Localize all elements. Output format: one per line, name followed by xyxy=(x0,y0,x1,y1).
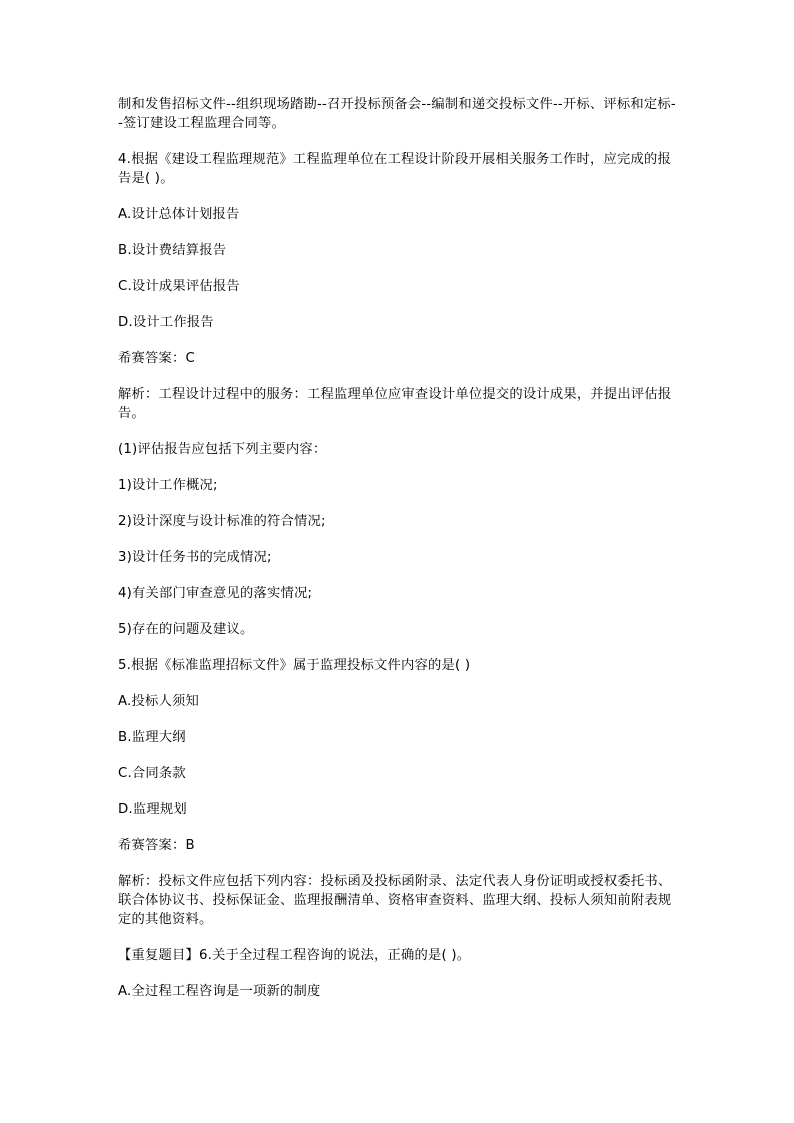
intro-continuation-text: 制和发售招标文件--组织现场踏勘--召开投标预备会--编制和递交投标文件--开标、评标和定标--签订建设工程监理合同等。 xyxy=(118,97,676,131)
report-item-2: 2)设计深度与设计标准的符合情况; xyxy=(118,514,326,529)
question-4-option-a: A.设计总体计划报告 xyxy=(118,207,240,222)
question-5-option-a: A.投标人须知 xyxy=(118,694,199,709)
question-4-option-d: D.设计工作报告 xyxy=(118,315,214,330)
question-4-explanation: 解析：工程设计过程中的服务：工程监理单位应审查设计单位提交的设计成果，并提出评估报告。 xyxy=(118,387,672,421)
question-4-stem: 4.根据《建设工程监理规范》工程监理单位在工程设计阶段开展相关服务工作时，应完成的报告是( )。 xyxy=(118,152,671,186)
report-item-4: 4)有关部门审查意见的落实情况; xyxy=(118,586,313,601)
question-6-option-a: A.全过程工程咨询是一项新的制度 xyxy=(118,984,321,999)
question-5-option-c: C.合同条款 xyxy=(118,766,186,781)
question-6-stem: 【重复题目】6.关于全过程工程咨询的说法，正确的是( )。 xyxy=(118,948,471,963)
question-5-option-b: B.监理大纲 xyxy=(118,730,186,745)
question-5-answer: 希赛答案：B xyxy=(118,838,195,853)
report-item-1: 1)设计工作概况; xyxy=(118,478,218,493)
question-4-answer: 希赛答案：C xyxy=(118,351,195,366)
question-5-stem: 5.根据《标准监理招标文件》属于监理投标文件内容的是( ) xyxy=(118,658,471,673)
report-item-3: 3)设计任务书的完成情况; xyxy=(118,550,272,565)
question-4-option-c: C.设计成果评估报告 xyxy=(118,279,240,294)
question-5-option-d: D.监理规划 xyxy=(118,802,187,817)
document-page xyxy=(118,95,678,1018)
report-item-5: 5)存在的问题及建议。 xyxy=(118,622,254,637)
report-contents-heading: (1)评估报告应包括下列主要内容： xyxy=(118,442,327,457)
question-5-explanation: 解析：投标文件应包括下列内容：投标函及投标函附录、法定代表人身份证明或授权委托书、联合体协议书、投标保证金、监理报酬清单、资格审查资料、监理大纲、投标人须知前附表规定的其他资料。 xyxy=(118,874,672,927)
question-4-option-b: B.设计费结算报告 xyxy=(118,243,227,258)
